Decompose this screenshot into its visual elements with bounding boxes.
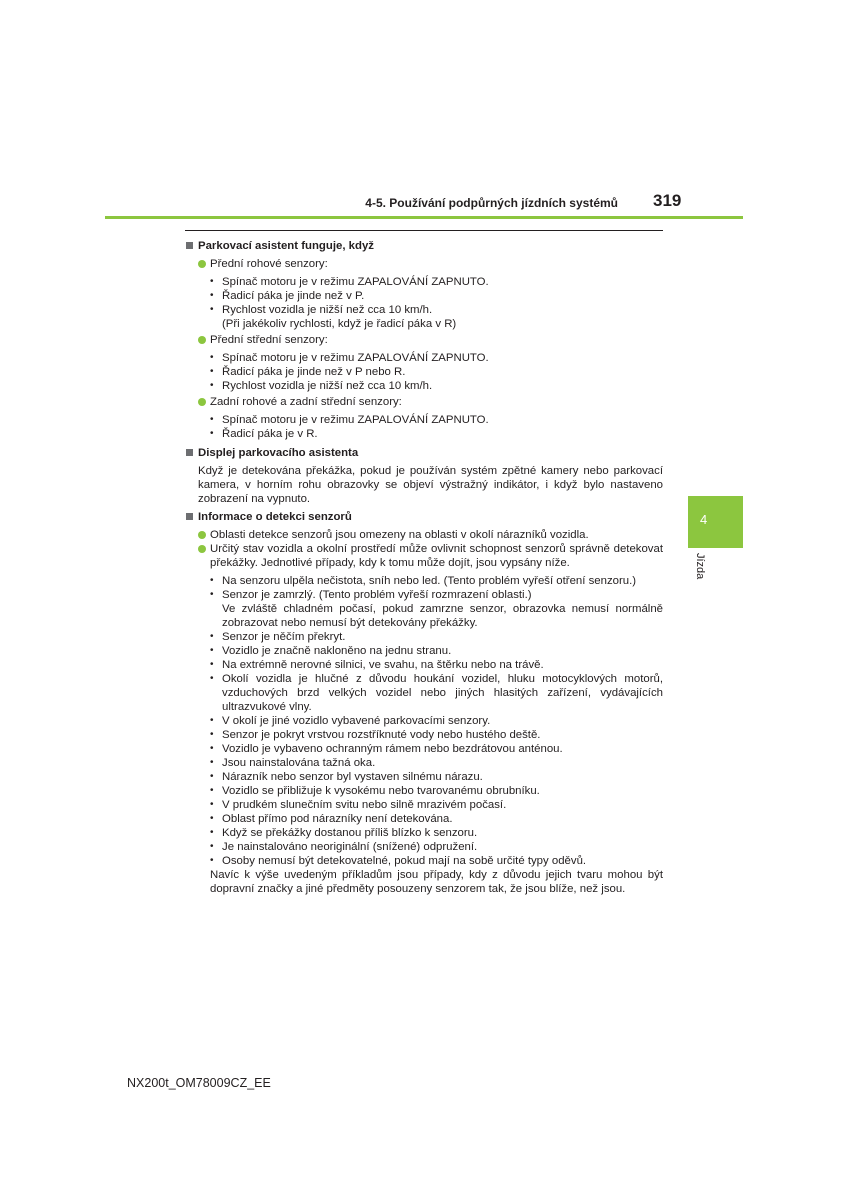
- page-number: 319: [653, 191, 682, 210]
- green-bullet-icon: [198, 336, 206, 344]
- list-item: • Na senzoru ulpěla nečistota, sníh nebo led. (Tento problém vyřeší otření senzoru.): [185, 574, 663, 588]
- list-item: • Spínač motoru je v režimu ZAPALOVÁNÍ ZAPNUTO.: [185, 275, 663, 289]
- green-bullet-icon: [198, 545, 206, 553]
- section-title-sensor-info: Informace o detekci senzorů: [185, 510, 663, 524]
- subheading-front-center: [185, 333, 663, 347]
- list-item: • Senzor je něčím překryt.: [185, 630, 663, 644]
- document-code: NX200t_OM78009CZ_EE: [127, 1076, 271, 1090]
- chapter-tab-label: Jízda: [694, 553, 706, 580]
- info-text: Určitý stav vozidla a okolní prostředí může ovlivnit schopnost senzorů správně detekovat překážky. Jednotlivé případy, kdy k tomu může dojít, jsou vypsány níže.: [210, 543, 663, 569]
- info-point: [185, 542, 663, 570]
- list-item: • Je nainstalováno neoriginální (snížené) odpružení.: [185, 840, 663, 854]
- list-item: • V prudkém slunečním svitu nebo silně mrazivém počasí.: [185, 798, 663, 812]
- green-bullet-icon: [198, 398, 206, 406]
- subheading-label: Přední střední senzory:: [210, 334, 328, 346]
- content-rule: [185, 230, 663, 231]
- list-item: • V okolí je jiné vozidlo vybavené parkovacími senzory.: [185, 714, 663, 728]
- list-item: • Rychlost vozidla je nižší než cca 10 km/h.: [185, 379, 663, 393]
- section-title-parking-assist: Parkovací asistent funguje, když: [185, 239, 663, 253]
- list-item: • Senzor je pokryt vrstvou rozstříknuté vody nebo hustého deště.: [185, 728, 663, 742]
- list-item: • Spínač motoru je v režimu ZAPALOVÁNÍ ZAPNUTO.: [185, 413, 663, 427]
- section-title-display: Displej parkovacího asistenta: [185, 446, 663, 460]
- info-point: [185, 528, 663, 542]
- subheading-front-corner: [185, 257, 663, 271]
- list-note: (Při jakékoliv rychlosti, když je řadicí páka v R): [222, 318, 457, 330]
- green-bullet-icon: [198, 531, 206, 539]
- list-item: • Senzor je zamrzlý. (Tento problém vyřeší rozmrazení oblasti.): [185, 588, 663, 602]
- chapter-tab[interactable]: [688, 496, 743, 548]
- page-content: [185, 236, 663, 896]
- header-rule: [105, 216, 743, 219]
- subheading-label: Přední rohové senzory:: [210, 258, 328, 270]
- list-item: • Oblast přímo pod nárazníky není detekována.: [185, 812, 663, 826]
- list-item: • Řadicí páka je v R.: [185, 427, 663, 441]
- green-bullet-icon: [198, 260, 206, 268]
- list-item: • Řadicí páka je jinde než v P.: [185, 289, 663, 303]
- list-item: • Vozidlo se přibližuje k vysokému nebo tvarovanému obrubníku.: [185, 784, 663, 798]
- info-text: Oblasti detekce senzorů jsou omezeny na oblasti v okolí nárazníků vozidla.: [210, 529, 589, 541]
- list-item: • Řadicí páka je jinde než v P nebo R.: [185, 365, 663, 379]
- list-item: • Když se překážky dostanou příliš blízko k senzoru.: [185, 826, 663, 840]
- list-item: • Nárazník nebo senzor byl vystaven silnému nárazu.: [185, 770, 663, 784]
- chapter-tab-number: 4: [700, 512, 708, 527]
- list-item: • Na extrémně nerovné silnici, ve svahu, na štěrku nebo na trávě.: [185, 658, 663, 672]
- subheading-label: Zadní rohové a zadní střední senzory:: [210, 396, 402, 408]
- subheading-rear: [185, 395, 663, 409]
- chapter-header: 4-5. Používání podpůrných jízdních systémů: [365, 196, 618, 210]
- closing-paragraph: Navíc k výše uvedeným příkladům jsou případy, kdy z důvodu jejich tvaru mohou být dopravní značky a jiné předměty posouzeny senzorem tak, že jsou blíže, než jsou.: [210, 869, 663, 895]
- list-item: • Okolí vozidla je hlučné z důvodu houkání vozidel, hluku motocyklových motorů, vzduchových brzd velkých vozidel nebo jiných hlasitých zařízení, vydávajících ultrazvukové vlny.: [185, 672, 663, 714]
- list-item: • Vozidlo je vybaveno ochranným rámem nebo bezdrátovou anténou.: [185, 742, 663, 756]
- list-item: • Jsou nainstalována tažná oka.: [185, 756, 663, 770]
- list-item: • Vozidlo je značně nakloněno na jednu stranu.: [185, 644, 663, 658]
- paragraph: Když je detekována překážka, pokud je používán systém zpětné kamery nebo parkovací kamera, v horním rohu obrazovky se objeví výstražný indikátor, i když bylo nastaveno zobrazení na vypnuto.: [198, 465, 663, 505]
- list-item: • Osoby nemusí být detekovatelné, pokud mají na sobě určité typy oděvů.: [185, 854, 663, 868]
- list-item: • Spínač motoru je v režimu ZAPALOVÁNÍ ZAPNUTO.: [185, 351, 663, 365]
- list-note: Ve zvláště chladném počasí, pokud zamrzne senzor, obrazovka nemusí normálně zobrazovat nebo nemusí být detekovány překážky.: [222, 603, 663, 629]
- list-item: • Rychlost vozidla je nižší než cca 10 km/h.: [185, 303, 663, 317]
